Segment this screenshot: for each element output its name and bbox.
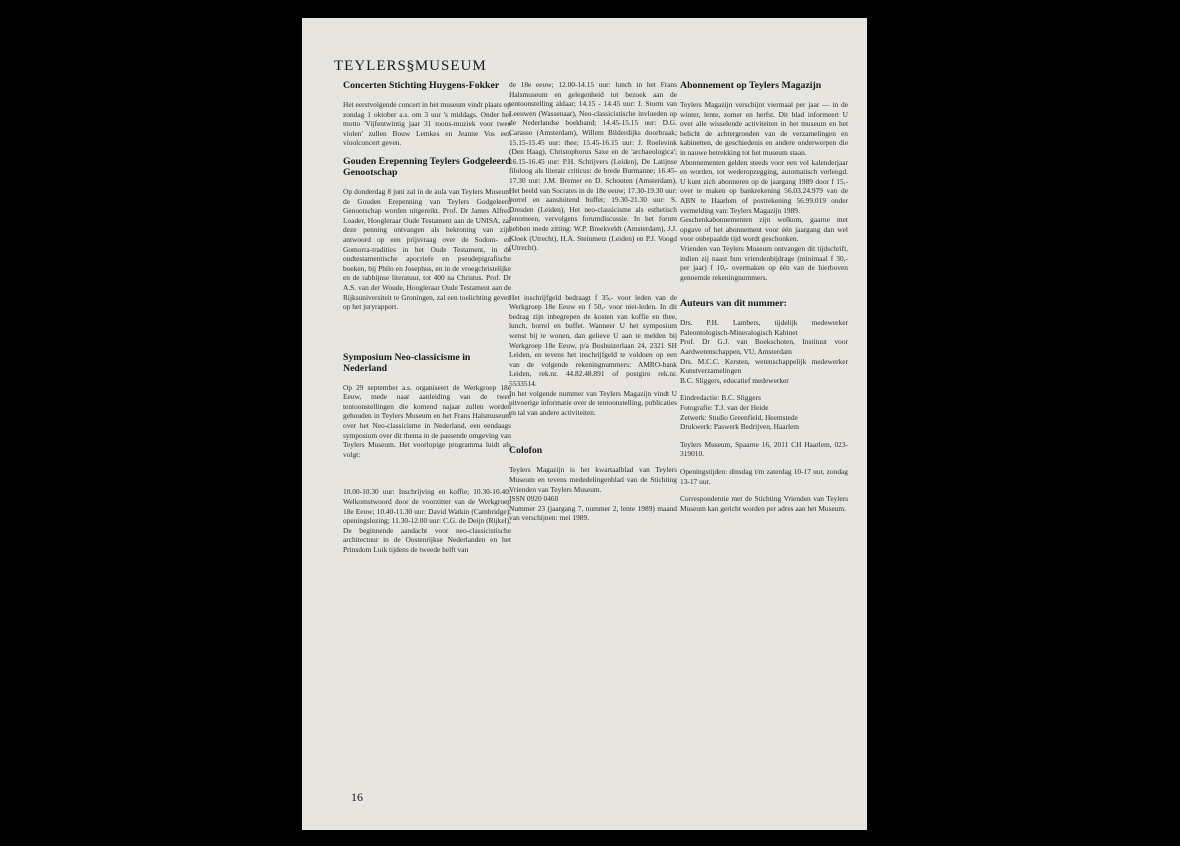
heading-erepenning: Gouden Erepenning Teylers Godgeleerd Genootschap: [343, 155, 511, 178]
para-volgend-nummer: In het volgende nummer van Teylers Magazijn vindt U uitvoerige informatie over de tentoonstelling, publicaties en tal van andere activiteiten.: [509, 388, 677, 417]
author-1: Drs. P.H. Lambers, tijdelijk medewerker Paleontologisch-Mineralogisch Kabinet: [680, 318, 848, 337]
column-1: [343, 80, 511, 555]
masthead-logo: [334, 58, 487, 75]
para-erepenning: Op donderdag 8 juni zal in de aula van Teylers Museum de Gouden Erepenning van Teylers Godgeleerd Genootschap worden uitgereikt. Prof. Dr James Alfred Loader, Hoogleraar Oude Testament aan de UNISA, zal deze penning ontvangen als bekroning van zijn antwoord op een prijsvraag over de Sodom- en Gomorra-tradities in het Oude Testament, in de oudtestamentische apocriefe en pseudepigrafische boeken, bij Philo en Josephus, en in de vroegchristelijke en de rabbijnse literatuur, tot 400 na Christus. Prof. Dr A.S. van der Woude, Hoogleraar Oude Testament aan de Rijksuniversiteit te Groningen, zal een toelichting geven op het juryrapport.: [343, 186, 511, 312]
page-number: 16: [351, 790, 363, 804]
para-abonnement-1: Teylers Magazijn verschijnt viermaal per jaar — in de winter, lente, zomer en herfst. Dit blad informeert U over alle wisselende activiteiten in het museum en het belicht de achtergronden van de verzamelingen en kabinetten, de geschiedenis en andere onderwerpen die in nauwe betrekking tot het museum staan.: [680, 100, 848, 157]
author-4: B.C. Sliggers, educatief medewerker: [680, 375, 789, 385]
para-programma: 10.00-10.30 uur: Inschrijving en koffie; 10.30-10.40: Welkomstwoord door de voorzitter van de Werkgroep 18e Eeuw; 10.40-11.30 uur: David Watkin (Cambridge), openingslezing; 11.30-12.00 uur: C.G. de Deijn (Rijkel), De beginnende aandacht voor neo-classicistische architectuur in de Oostenrijkse Nederlanden en het Prinsdom Luik tijdens de tweede helft van: [343, 487, 511, 554]
column-3: [680, 80, 848, 513]
heading-symposium: Symposium Neo-classicisme in Nederland: [343, 351, 471, 374]
credit-fotografie: Fotografie: T.J. van der Heide: [680, 403, 769, 413]
credit-eindredactie: Eindredactie: B.C. Sliggers: [680, 393, 761, 403]
heading-auteurs: Auteurs van dit nummer:: [680, 298, 787, 310]
para-abonnement-4: Vrienden van Teylers Museum ontvangen dit tijdschrift, indien zij naast hun vriendenbijdrage (minimaal f 30,- per jaar) f 10,- overmaken op één van de hierboven genoemde rekeningnummers.: [680, 243, 848, 282]
contact-openingstijden: Openingstijden: dinsdag t/m zaterdag 10-17 uur, zondag 13-17 uur.: [680, 467, 848, 486]
author-3: Drs. M.C.C. Kersten, wetenschappelijk medewerker Kunstverzamelingen: [680, 356, 848, 376]
para-symposium: Op 29 september a.s. organiseert de Werkgroep 18e Eeuw, mede naar aanleiding van de twee tentoonstellingen die komend najaar zullen worden gehouden in Teylers Museum en het Frans Halsmuseum over het Neo-classicisme in Nederland, een eendaags symposium over dit thema in de passende omgeving van Teylers Museum. Het voorlopige programma luidt als volgt:: [343, 382, 511, 459]
heading-concerten: Concerten Stichting Huygens-Fokker: [343, 80, 500, 91]
contact-adres: Teylers Museum, Spaarne 16, 2011 CH Haarlem, 023-319010.: [680, 439, 848, 459]
para-inschrijfgeld: Het inschrijfgeld bedraagt f 35,- voor leden van de Werkgroep 18e Eeuw en f 50,- voor niet-leden. In dit bedrag zijn inbegrepen de kosten van koffie en thee, lunch, borrel en buffet. Wanneer U het symposium wenst bij te wonen, dan gelieve U aan te melden bij Werkgroep 18e Eeuw, p/a Boshuizerlaan 24, 2321 SH Leiden, en tevens het inschrijfgeld te voldoen op een van de volgende rekeningnummers: AMRO-bank Leiden, rek.nr. 44.82.48.891 of postgiro rek.nr. 5533514.: [509, 292, 677, 389]
para-colofon: Teylers Magazijn is het kwartaalblad van Teylers Museum en tevens mededelingenblad van de Stichting Vrienden van Teylers Museum.: [509, 465, 677, 494]
column-2: [509, 80, 677, 523]
para-concerten: Het eerstvolgende concert in het museum vindt plaats op zondag 1 oktober a.s. om 3 uur 's middags. Onder het motto 'Vijfentwintig jaar 31 toons-muziek voor twee violen' zullen Bouw Lemkes en Jeanne Vos een vioolconcert geven.: [343, 100, 511, 148]
credit-zetwerk: Zetwerk: Studio Greenfield, Heemstede: [680, 412, 798, 422]
credit-drukwerk: Drukwerk: Paswerk Bedrijven, Haarlem: [680, 422, 800, 432]
masthead-mark-icon: §: [406, 59, 416, 74]
heading-colofon: Colofon: [509, 445, 543, 457]
para-programma-vervolg: de 18e eeuw; 12.00-14.15 uur: lunch in het Frans Halsmuseum en gelegenheid tot bezoek aan de tentoonstelling aldaar; 14.15 - 14.45 uur: J. Storm van Leeuwen (Wassenaar), Neo-classicistische invloeden op de Nederlandse boekband; 14.45-15.15 uur: D.G. Carasso (Amsterdam), Willem Bilderdijks doorbraak; 15.15-15.45 uur: thee; 15.45-16.15 uur: J. Roelevink (Den Haag), Christophorus Saxe en de 'archaeologica'; 16.15-16.45 uur: P.H. Schrijvers (Leiden), De Latijnse filoloog als literair criticus: de brede Burmanne; 16.45-17.30 uur: J.M. Bremer en D. Schouten (Amsterdam), Het beeld van Socrates in de 18e eeuw; 17.30-19.30 uur: borrel en aansluitend buffet; 19.30-21.30 uur: S. Dresden (Leiden), Het neo-classicisme als esthetisch fenomeen, vervolgens forumdiscussie. In het forum hebben mede zitting: W.P. Breekveldt (Amsterdam), J.J. Kloek (Utrecht), H.A. Steinmetz (Leiden) en P.J. Voogd (Utrecht).: [509, 80, 677, 253]
para-issn: ISSN 0920 0460: [509, 494, 559, 504]
contact-correspondentie: Correspondentie met de Stichting Vrienden van Teylers Museum kan gericht worden per adres aan het Museum.: [680, 494, 848, 513]
masthead-right: MUSEUM: [414, 58, 487, 74]
para-abonnement-3: Geschenkabonnementen zijn welkom, gaarne met opgave of het abonnement voor één jaargang dan wel voor onbepaalde tijd wordt geschonken.: [680, 215, 848, 244]
magazine-page: [302, 18, 867, 830]
author-2: Prof. Dr G.J. van Boekschoten, Instituut voor Aardwetenschappen, VU, Amsterdam: [680, 337, 848, 357]
masthead-left: TEYLERS: [334, 58, 407, 74]
heading-abonnement: Abonnement op Teylers Magazijn: [680, 80, 822, 91]
para-abonnement-2: Abonnementen gelden steeds voor een vol kalenderjaar en worden, tot wederopzegging, automatisch verlengd. U kunt zich abonneren op de jaargang 1989 door f 15,- over te maken op bankrekening 56.03.24.979 van de ABN te Haarlem of postrekening 56.99.019 onder vermelding van: Teylers Magazijn 1989.: [680, 157, 848, 215]
para-nummer: Nummer 23 (jaargang 7, nummer 2, lente 1989) maand van verschijnen: mei 1989.: [509, 503, 677, 523]
